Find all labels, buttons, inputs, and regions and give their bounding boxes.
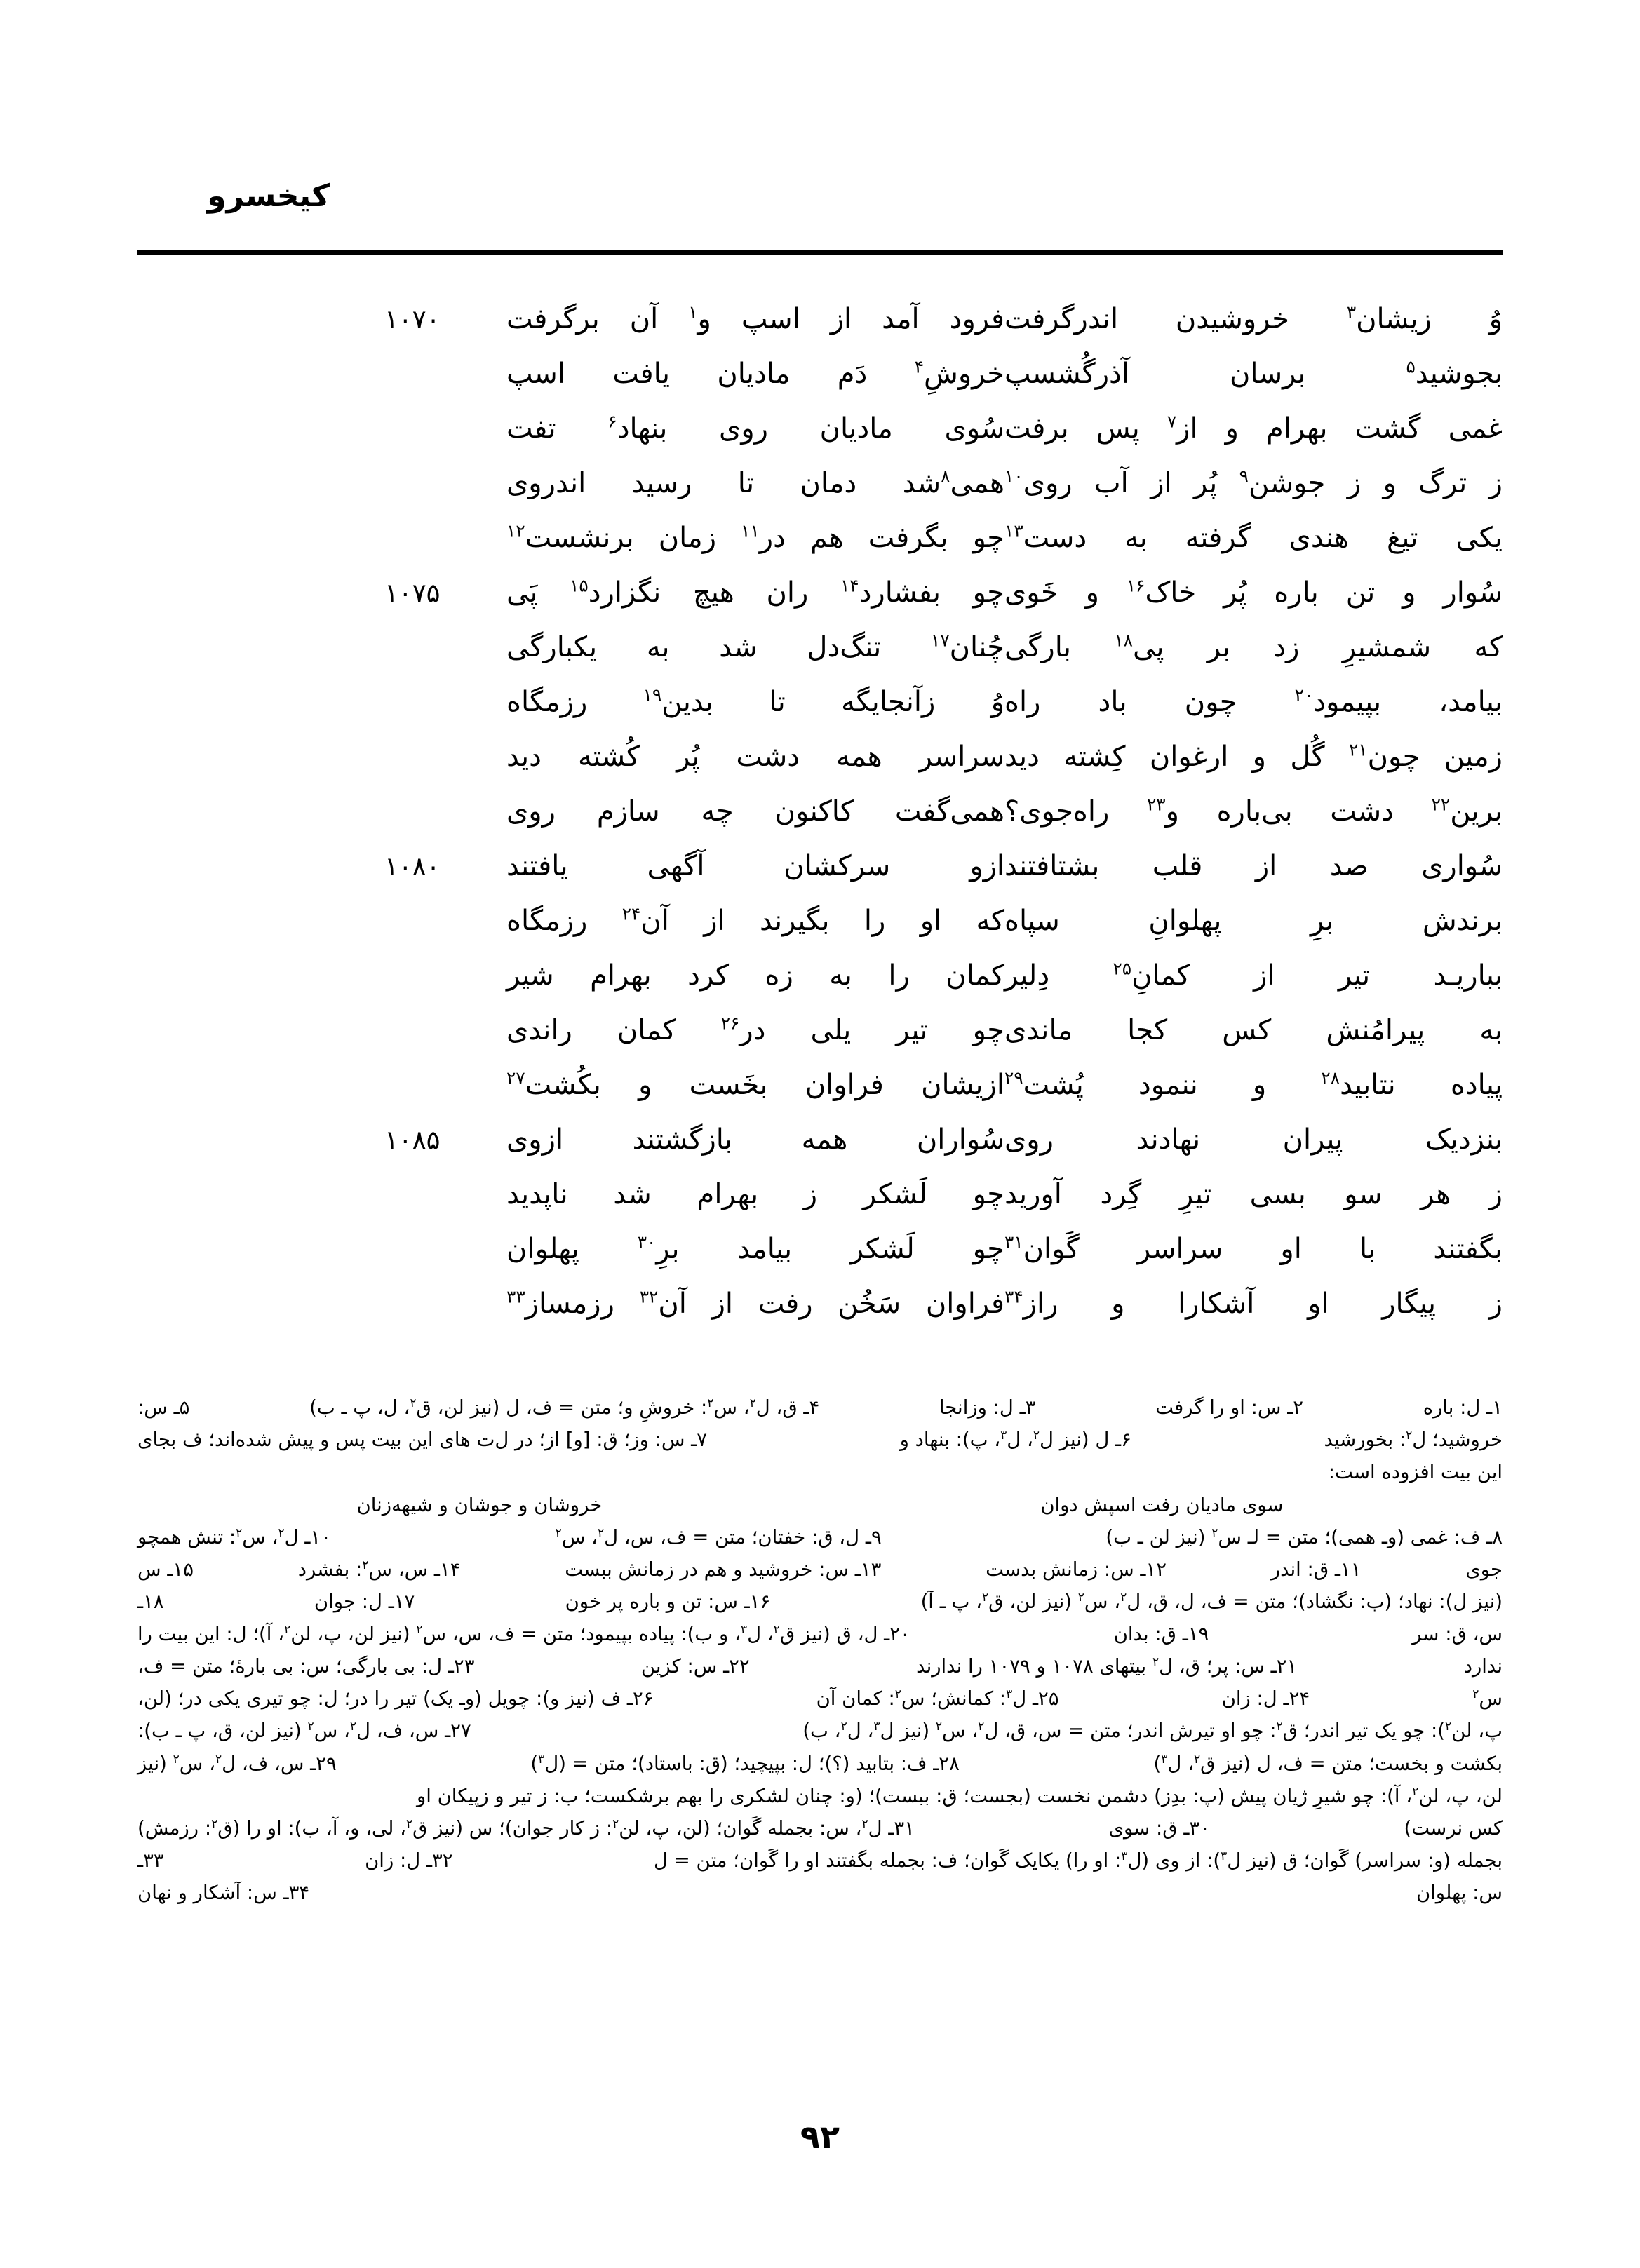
footnote-entry: ۲۴ـ ل: زان xyxy=(1221,1687,1310,1710)
footnote-entry: ۹ـ ل، ق: خفتان؛ متن = ف، س، ل$^۲$، س$^۲$ xyxy=(555,1526,882,1549)
footnote-entry: ۱۵ـ س xyxy=(137,1558,194,1581)
footnote-line xyxy=(137,1392,1503,1424)
footnote-entry: ۲۷ـ س، ف، ل$^۲$، س$^۲$ (نیز لن، ق، پ ـ ب): xyxy=(137,1720,471,1743)
footnote-entry: خروشید؛ ل$^۲$: بخورشید xyxy=(1324,1428,1503,1452)
verse-row xyxy=(137,741,1503,795)
footnote-entry: ۲۵ـ ل$^۳$: کمانش؛ س$^۲$: کمان آن xyxy=(816,1687,1059,1710)
verse-row xyxy=(137,795,1503,850)
footnote-entry: بجمله (و: سراسر) گَوان؛ ق (نیز ل$^۳$): از وی (ل$^۳$: او را) یکایک گَوان؛ ف: بجمله بگفتند او را گَوان؛ متن = ل xyxy=(654,1849,1503,1872)
footnote-entry: س: پهلوان xyxy=(1416,1881,1503,1904)
hemistich-first: چو لَشکر بیامد برِ$^{۳۰}$ پهلوان xyxy=(506,1231,1004,1265)
footnote-line xyxy=(137,1813,1503,1844)
hemistich-second: سُوار و تن باره پُر خاک$^{۱۶}$ و خَوی xyxy=(1004,575,1503,609)
footnote-entry: ۱۲ـ س: زمانش بدست xyxy=(986,1558,1167,1581)
footnote-line xyxy=(137,1877,1503,1909)
hemistich-second: پیاده نتابید$^{۲۸}$ و ننمود پُشت$^{۲۹}$ xyxy=(1004,1067,1503,1101)
footnote-entry: ۱۴ـ س، س$^۲$: بفشرد xyxy=(297,1558,461,1581)
hemistich-second: وُ زیشان$^۳$ خروشیدن اندرگرفت xyxy=(1004,302,1503,335)
hemistich-first: وُ زآنجایگه تا بدین$^{۱۹}$ رزمگاه xyxy=(506,684,1004,718)
verse-row xyxy=(137,303,1503,358)
footnote-line xyxy=(137,1651,1503,1682)
footnote-entry: ۲۶ـ ف (نیز و): چویل (وـ یک) تیر را در؛ ل: چو تیری یکی در؛ (لن، xyxy=(137,1687,654,1710)
hemistich-first: چو بفشارد$^{۱۴}$ ران هیچ نگزارد$^{۱۵}$ پَی xyxy=(506,575,1004,609)
footnote-entry: لن، پ، لن$^۲$، آ): چو شیرِ ژیان پیش (پ: بدِز) دشمن نخست (بجست؛ ق: ببست)؛ (و: چنان لشکری را بهم برشکست؛ ب: ز تیر و زپیکان او xyxy=(416,1784,1503,1807)
hemistich-first: فراوان سَخُن رفت از آن$^{۳۲}$ رزمساز$^{۳۳}$ xyxy=(506,1286,1005,1320)
hemistich-second: بجوشید$^۵$ برسان آذرگُشسپ xyxy=(1004,356,1503,390)
footnote-entry: ۲۸ـ ف: بتابید (؟)؛ ل: بپیچید؛ (ق: باستاد)؛ متن = (ل$^۳$) xyxy=(530,1752,960,1775)
footnote-entry: ۲۰ـ ل، ق (نیز ق$^۲$، ل$^۳$، و ب): پیاده بپیمود؛ متن = ف، س، س$^۲$ (نیز لن، پ، لن$^۲$، آ)؛ ل: این بیت را xyxy=(137,1623,910,1646)
footnote-entry: ۳۴ـ س: آشکار و نهان xyxy=(137,1881,310,1904)
page-header xyxy=(137,178,1503,272)
verse-row xyxy=(137,1178,1503,1233)
verse-row xyxy=(137,522,1503,576)
verse-row xyxy=(137,1233,1503,1288)
footnote-entry: ۱۸ـ xyxy=(137,1591,164,1614)
footnote-entry: ۱۶ـ س: تن و باره پر خون xyxy=(565,1591,771,1614)
page-number: ۹۲ xyxy=(800,2118,840,2156)
hemistich-first: کمان را به زه کرد بهرام شیر xyxy=(506,959,1004,992)
verse-row xyxy=(137,1123,1503,1178)
footnote-entry: پ، لن$^۲$): چو یک تیر اندر؛ ق$^۲$: چو او تیرش اندر؛ متن = س، ق، ل$^۲$، س$^۲$ (نیز ل$^۳$، ل$^۲$، ب) xyxy=(802,1720,1503,1743)
verse-row xyxy=(137,358,1503,412)
footnote-entry: ۴ـ ق، ل$^۲$، س$^۲$: خروشِ و؛ متن = ف، ل (نیز لن، ق$^۲$، ل، پ ـ ب) xyxy=(309,1396,820,1419)
footnote-entry: ۱۷ـ ل: جوان xyxy=(314,1591,415,1614)
footnote-line xyxy=(137,1683,1503,1715)
hemistich-second: ز هر سو بسی تیرِ گِرد آورید xyxy=(1004,1178,1503,1210)
footnote-line xyxy=(137,1554,1503,1586)
hemistich-second: برندش برِ پهلوانِ سپاه xyxy=(1004,905,1503,937)
hemistich-second: یکی تیغ هندی گرفته به دست$^{۱۳}$ xyxy=(1004,520,1503,554)
hemistich-first: چو بگرفت هم در$^{۱۱}$ زمان برنشست$^{۱۲}$ xyxy=(506,520,1004,554)
hemistich-first: سراسر همه دشت پُر کُشته دید xyxy=(506,741,1004,773)
hemistich-first: سُوی مادیان روی بنهاد$^۶$ تفت xyxy=(506,411,1004,445)
footnote-entry: ۲۲ـ س: کزین xyxy=(640,1655,750,1678)
verse-row xyxy=(137,1014,1503,1069)
hemistich-first: که او را بگیرند از آن$^{۲۴}$ رزمگاه xyxy=(506,903,1004,937)
verse-row xyxy=(137,1288,1503,1342)
footnote-entry: ۸ـ ف: غمی (وـ همی)؛ متن = لـ س$^۲$ (نیز لن ـ ب) xyxy=(1105,1526,1503,1549)
hemistich-second: غمی گشت بهرام و از$^۷$ پس برفت xyxy=(1004,411,1503,445)
footnote-line: این بیت افزوده است: xyxy=(1328,1461,1503,1484)
verse-row xyxy=(137,1069,1503,1123)
verse-row xyxy=(137,959,1503,1014)
footnote-entry: ۳۲ـ ل: زان xyxy=(365,1849,453,1872)
footnote-entry: ۳۰ـ ق: سوی xyxy=(1108,1816,1210,1840)
running-head-title: کیخسرو xyxy=(207,178,330,214)
hemistich-second: که شمشیرِ زد بر پی$^{۱۸}$ بارگی xyxy=(1004,630,1503,663)
footnote-entry: (نیز ل): نهاد؛ (ب: نگشاد)؛ متن = ف، ل، ق، ل$^۲$، س$^۲$ (نیز لن، ق$^۲$، پ ـ آ) xyxy=(920,1591,1503,1614)
footnote-line xyxy=(137,1522,1503,1553)
footnote-entry: ۱۳ـ س: خروشید و هم در زمانش ببست xyxy=(565,1558,882,1581)
footnote-line xyxy=(137,1619,1503,1650)
verse-number: ۱۰۸۰ xyxy=(384,851,441,882)
footnote-entry: ۷ـ س: وز؛ ق: [و] از؛ در ل‌ت های این بیت پس و پیش شده‌اند؛ ف بجای xyxy=(137,1429,707,1452)
footnote-line xyxy=(137,1424,1503,1456)
footnote-entry: س$^۲$ xyxy=(1472,1687,1503,1710)
footnote-entry: ۲۳ـ ل: بی بارگی؛ س: بی بارهٔ؛ متن = ف، xyxy=(137,1655,475,1678)
footnote-entry: جوی xyxy=(1465,1558,1503,1581)
footnote-line xyxy=(137,1781,1503,1812)
footnote-entry: ۱ـ ل: باره xyxy=(1423,1396,1503,1419)
hemistich-second: بباریـد تیر از کمانِ$^{۲۵}$ دِلیر xyxy=(1004,958,1503,992)
hemistich-second: به پیرامُنش کس کجا ماندی xyxy=(1004,1014,1503,1046)
hemistich-first: چو تیر یلی در$^{۲۶}$ کمان راندی xyxy=(506,1013,1004,1046)
hemistich-first: همی‌گفت کاکنون چه سازم روی xyxy=(506,795,1004,828)
hemistich-second: برین$^{۲۲}$ دشت بی‌باره و$^{۲۳}$ راه‌جوی؟ xyxy=(1004,794,1503,828)
verse-row xyxy=(137,412,1503,467)
footnote-entry: ۳۱ـ ل$^۲$، س: بجمله گَوان؛ (لن، پ، لن$^۲$: ز کار جوان)؛ س (نیز ق$^۲$، لی، و، آ، ب): او را (ق$^۲$: رزمش) xyxy=(137,1816,915,1840)
footnote-entry: ۱۱ـ ق: اندر xyxy=(1270,1558,1362,1581)
verse-number: ۱۰۷۵ xyxy=(384,578,441,608)
hemistich-second: زمین چون$^{۲۱}$ گُل و ارغوان کِشته دید xyxy=(1004,739,1503,773)
footnote-entry: ۲ـ س: او را گرفت xyxy=(1155,1396,1304,1419)
footnote-entry: ۲۹ـ س، ف، ل$^۲$، س$^۲$ (نیز xyxy=(137,1752,337,1775)
footnote-entry: ۳ـ ل: وزانجا xyxy=(939,1396,1036,1419)
hemistich-second: ز پیگار او آشکارا و راز$^{۳۴}$ xyxy=(1004,1286,1503,1320)
hemistich-first: ازیشان فراوان بخَست و بکُشت$^{۲۷}$ xyxy=(506,1067,1004,1101)
footnote-entry: ۱۰ـ ل$^۲$، س$^۲$: تنش همچو xyxy=(137,1526,331,1549)
hemistich-first: سُواران همه بازگشتند ازوی xyxy=(506,1123,1004,1156)
footnote-entry: ندارد xyxy=(1463,1655,1503,1678)
footnote-line xyxy=(137,1845,1503,1877)
inserted-hemistich: خروشان و جوشان و شیهه‌زنان xyxy=(356,1493,603,1516)
verse-row xyxy=(137,631,1503,686)
hemistich-second: ز ترگ و ز جوشن$^۹$ پُر از آب روی$^{۱۰}$ xyxy=(1004,466,1503,499)
verse-number: ۱۰۷۰ xyxy=(384,304,441,335)
hemistich-first: فرود آمد از اسپ و$^۱$ آن برگرفت xyxy=(506,302,1004,335)
footnote-apparatus xyxy=(137,1392,1503,1910)
footnote-entry: کس نرست) xyxy=(1404,1816,1503,1840)
footnote-entry: س، ق: سر xyxy=(1412,1623,1503,1646)
hemistich-first: همی$^۸$شد دمان تا رسید اندروی xyxy=(506,466,1004,499)
footnote-entry: ۳۳ـ xyxy=(137,1849,164,1872)
footnote-inserted-couplet xyxy=(137,1490,1503,1521)
hemistich-first: خروشِ$^۴$ دَم مادیان یافت اسپ xyxy=(506,356,1004,390)
footnote-entry: ۱۹ـ ق: بدان xyxy=(1113,1623,1209,1646)
hemistich-first: چُنان$^{۱۷}$ تنگ‌دل شد به یکبارگی xyxy=(506,630,1004,663)
inserted-hemistich: سوی مادیان رفت اسپش دوان xyxy=(1040,1493,1284,1516)
verse-row xyxy=(137,686,1503,741)
footnote-entry: بکشت و بخست؛ متن = ف، ل (نیز ق$^۲$، ل$^۳$) xyxy=(1153,1752,1503,1775)
verse-row xyxy=(137,905,1503,959)
verse-row xyxy=(137,467,1503,522)
hemistich-second: بگفتند با او سراسر گَوان$^{۳۱}$ xyxy=(1004,1231,1503,1265)
hemistich-second: سُواری صد از قلب بشتافتند xyxy=(1004,850,1503,882)
footnote-entry: ۲۱ـ س: پر؛ ق، ل$^۲$ بیتهای ۱۰۷۸ و ۱۰۷۹ را ندارند xyxy=(916,1655,1298,1678)
verse-number: ۱۰۸۵ xyxy=(384,1125,441,1155)
footnote-entry: ۶ـ ل (نیز ل$^۲$، ل$^۳$، پ): بنهاد و xyxy=(899,1428,1131,1452)
footnote-line xyxy=(137,1586,1503,1618)
footnote-line xyxy=(137,1715,1503,1747)
verse-row xyxy=(137,576,1503,631)
footnote-line xyxy=(137,1748,1503,1780)
header-rule xyxy=(137,250,1503,255)
footnote-entry: ۵ـ س: xyxy=(137,1396,190,1419)
verse-block xyxy=(137,303,1503,1342)
hemistich-first: ازو سرکشان آگهی یافتند xyxy=(506,850,1004,882)
verse-row xyxy=(137,850,1503,905)
hemistich-second: بنزدیک پیران نهادند روی xyxy=(1004,1123,1503,1156)
hemistich-first: چو لَشکر ز بهرام شد ناپدید xyxy=(506,1178,1004,1210)
hemistich-second: بیامد، بپیمود$^{۲۰}$ چون باد راه xyxy=(1004,684,1503,718)
